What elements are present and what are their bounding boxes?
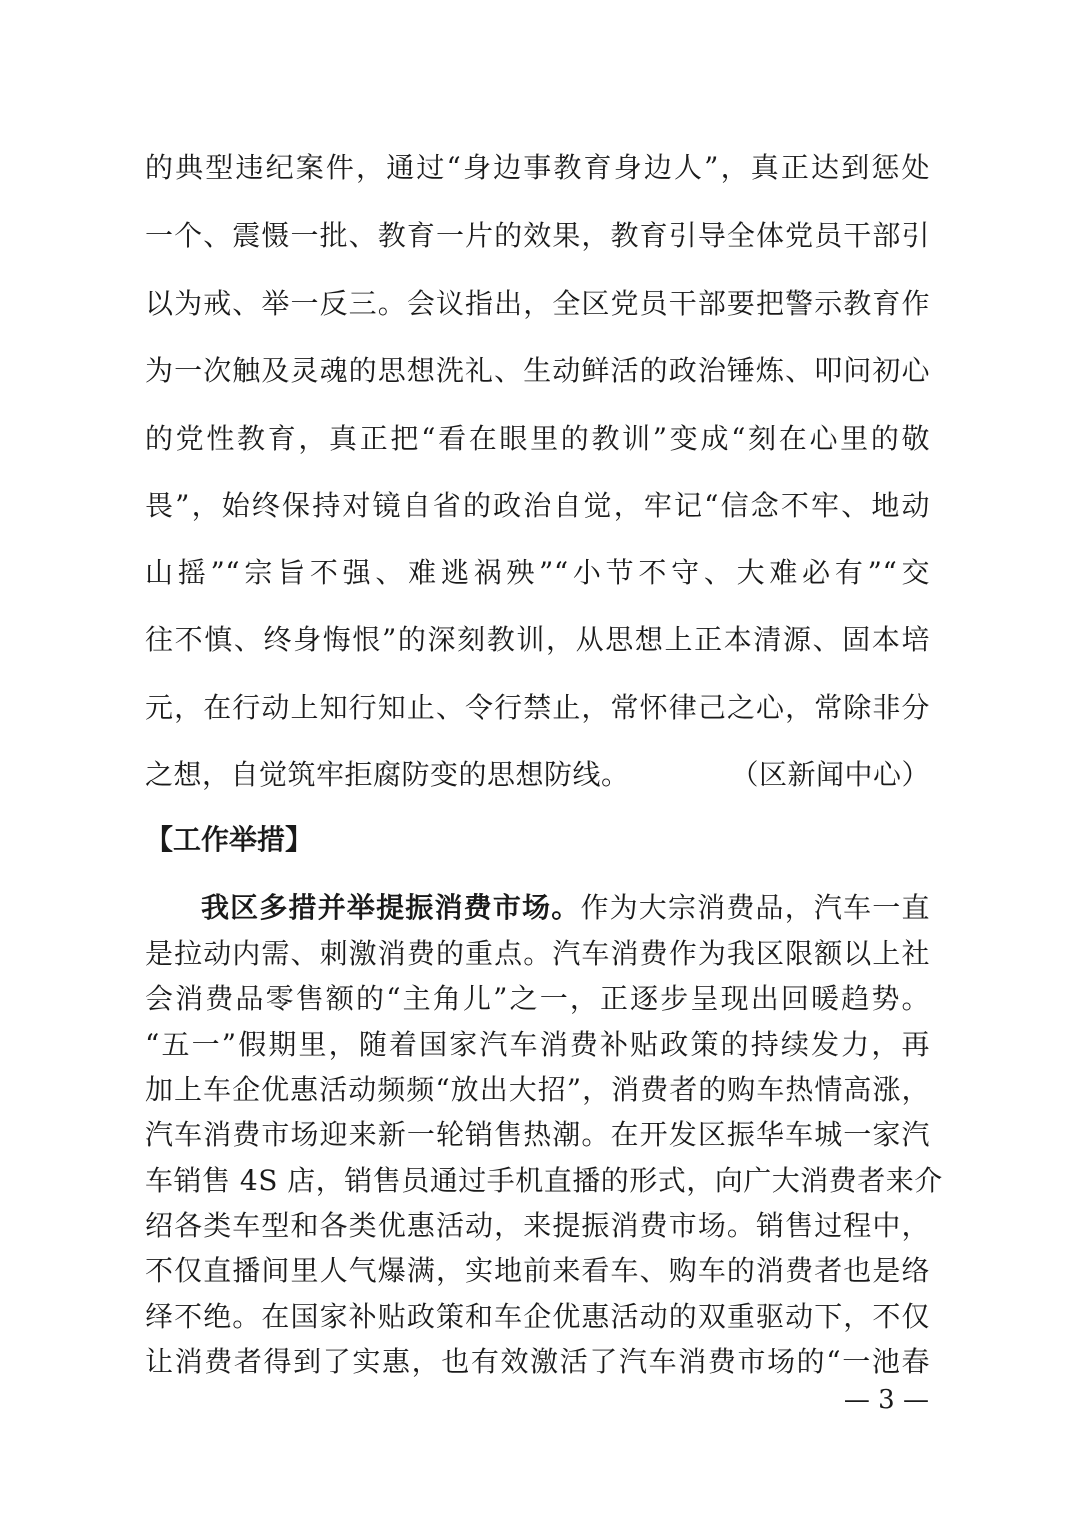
paragraph-line: 山摇”“宗旨不强、难逃祸殃”“小节不守、大难必有”“交 [145,556,930,589]
paragraph-line: 绍各类车型和各类优惠活动，来提振消费市场。销售过程中， [145,1209,930,1242]
paragraph-line: 一个、震慑一批、教育一片的效果，教育引导全体党员干部引 [145,219,930,252]
paragraph-line: 是拉动内需、刺激消费的重点。汽车消费作为我区限额以上社 [145,937,930,970]
paragraph-line: 不仅直播间里人气爆满，实地前来看车、购车的消费者也是络 [145,1254,930,1287]
paragraph-line: 加上车企优惠活动频频“放出大招”，消费者的购车热情高涨， [145,1073,930,1106]
paragraph-line: “五一”假期里，随着国家汽车消费补贴政策的持续发力，再 [145,1028,930,1061]
paragraph-line: 的典型违纪案件，通过“身边事教育身边人”，真正达到惩处 [145,151,930,184]
paragraph-line: 元，在行动上知行知止、令行禁止，常怀律己之心，常除非分 [145,691,930,724]
section-heading: 【工作举措】 [145,823,314,856]
lead-headline: 我区多措并举提振消费市场。 [201,891,581,924]
paragraph-line: 汽车消费市场迎来新一轮销售热潮。在开发区振华车城一家汽 [145,1118,930,1151]
paragraph-line: 绎不绝。在国家补贴政策和车企优惠活动的双重驱动下，不仅 [145,1300,930,1333]
paragraph-line: 会消费品零售额的“主角儿”之一，正逐步呈现出回暖趋势。 [145,982,930,1015]
paragraph-line: 让消费者得到了实惠，也有效激活了汽车消费市场的“一池春 [145,1345,930,1378]
paragraph-line-text: 作为大宗消费品，汽车一直 [580,891,930,924]
paragraph-line: 的党性教育，真正把“看在眼里的教训”变成“刻在心里的敬 [145,422,930,455]
paragraph-first-line [201,888,930,928]
paragraph-line: 为一次触及灵魂的思想洗礼、生动鲜活的政治锤炼、叩问初心 [145,354,930,387]
paragraph-line: 往不慎、终身悔恨”的深刻教训，从思想上正本清源、固本培 [145,623,930,656]
paragraph-line: 车销售 4S 店，销售员通过手机直播的形式，向广大消费者来介 [145,1164,943,1197]
paragraph-line: 以为戒、举一反三。会议指出，全区党员干部要把警示教育作 [145,287,930,320]
paragraph-line-text: 之想，自觉筑牢拒腐防变的思想防线。 [145,758,630,791]
paragraph-last-line [145,755,930,795]
news-source: （区新闻中心） [730,758,930,791]
page-number: — 3 — [843,1385,929,1415]
paragraph-line: 畏”，始终保持对镜自省的政治自觉，牢记“信念不牢、地动 [145,489,930,522]
